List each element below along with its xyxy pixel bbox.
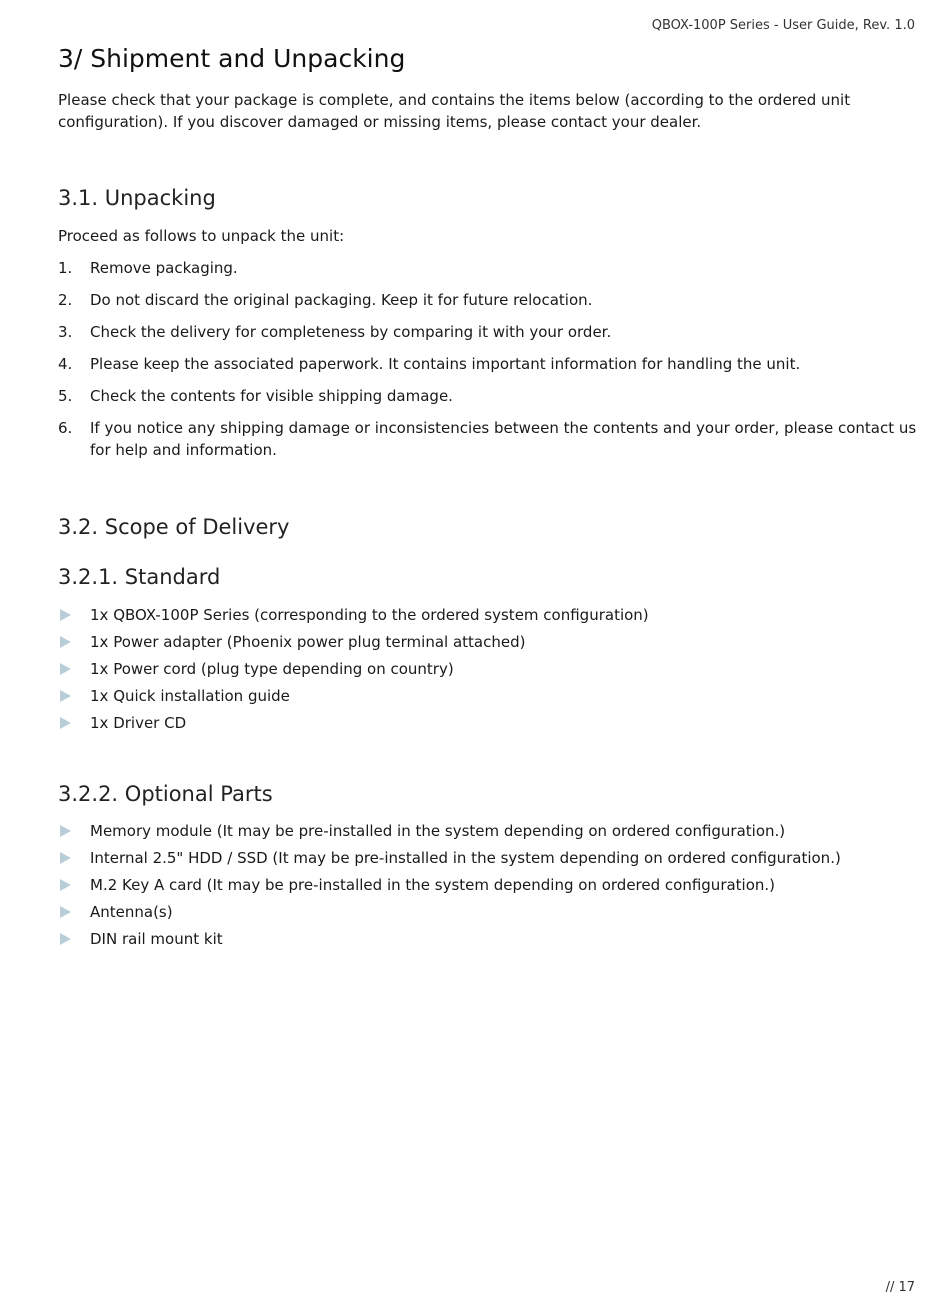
list-item	[58, 712, 918, 739]
step-number: 4.	[58, 355, 73, 373]
item-text: Internal 2.5" HDD / SSD (It may be pre-installed in the system depending on ordered configuration.)	[90, 849, 841, 867]
list-item	[58, 604, 918, 631]
running-header: QBOX-100P Series - User Guide, Rev. 1.0	[651, 18, 915, 33]
item-text: M.2 Key A card (It may be pre-installed in the system depending on ordered configuration.)	[90, 876, 776, 894]
optional-items-list	[58, 820, 918, 955]
chapter-title: 3/ Shipment and Unpacking	[58, 44, 406, 73]
list-item	[58, 874, 918, 901]
item-text: DIN rail mount kit	[90, 930, 223, 948]
step-text: Please keep the associated paperwork. It contains important information for handling the unit.	[90, 355, 801, 373]
list-item	[58, 658, 918, 685]
list-item	[58, 289, 918, 311]
list-item	[58, 385, 918, 407]
list-item	[58, 820, 918, 847]
standard-items-list	[58, 604, 918, 739]
list-item	[58, 928, 918, 955]
triangle-bullet-icon	[60, 609, 71, 621]
step-text: Check the contents for visible shipping damage.	[90, 387, 453, 405]
list-item	[58, 321, 918, 343]
item-text: 1x Driver CD	[90, 714, 187, 732]
item-text: 1x Power adapter (Phoenix power plug terminal attached)	[90, 633, 526, 651]
triangle-bullet-icon	[60, 717, 71, 729]
triangle-bullet-icon	[60, 852, 71, 864]
list-item	[58, 353, 918, 375]
subsection-optional-title: 3.2.2. Optional Parts	[58, 782, 273, 806]
step-number: 6.	[58, 419, 73, 437]
step-number: 5.	[58, 387, 73, 405]
step-text: Do not discard the original packaging. Keep it for future relocation.	[90, 291, 593, 309]
item-text: Antenna(s)	[90, 903, 173, 921]
step-text: If you notice any shipping damage or inconsistencies between the contents and your order, please contact us for help and information.	[90, 419, 917, 459]
step-number: 2.	[58, 291, 73, 309]
step-text: Check the delivery for completeness by comparing it with your order.	[90, 323, 612, 341]
triangle-bullet-icon	[60, 663, 71, 675]
step-number: 1.	[58, 259, 73, 277]
triangle-bullet-icon	[60, 690, 71, 702]
section-unpacking-title: 3.1. Unpacking	[58, 186, 216, 210]
list-item	[58, 847, 918, 874]
item-text: 1x Quick installation guide	[90, 687, 290, 705]
triangle-bullet-icon	[60, 933, 71, 945]
triangle-bullet-icon	[60, 636, 71, 648]
item-text: 1x Power cord (plug type depending on country)	[90, 660, 454, 678]
subsection-standard-title: 3.2.1. Standard	[58, 565, 221, 589]
list-item	[58, 417, 918, 461]
triangle-bullet-icon	[60, 906, 71, 918]
item-text: 1x QBOX-100P Series (corresponding to the ordered system configuration)	[90, 606, 649, 624]
step-text: Remove packaging.	[90, 259, 238, 277]
list-item	[58, 257, 918, 279]
list-item	[58, 685, 918, 712]
step-number: 3.	[58, 323, 73, 341]
item-text: Memory module (It may be pre-installed in the system depending on ordered configuration.)	[90, 822, 786, 840]
section-scope-title: 3.2. Scope of Delivery	[58, 515, 290, 539]
triangle-bullet-icon	[60, 879, 71, 891]
list-item	[58, 901, 918, 928]
page-number: // 17	[885, 1280, 915, 1295]
unpacking-lead: Proceed as follows to unpack the unit:	[58, 227, 345, 245]
triangle-bullet-icon	[60, 825, 71, 837]
list-item	[58, 631, 918, 658]
unpacking-steps	[58, 257, 918, 471]
chapter-intro: Please check that your package is complete, and contains the items below (according to the ordered unit configuration). If you discover damaged or missing items, please contact your dealer.	[58, 91, 851, 131]
